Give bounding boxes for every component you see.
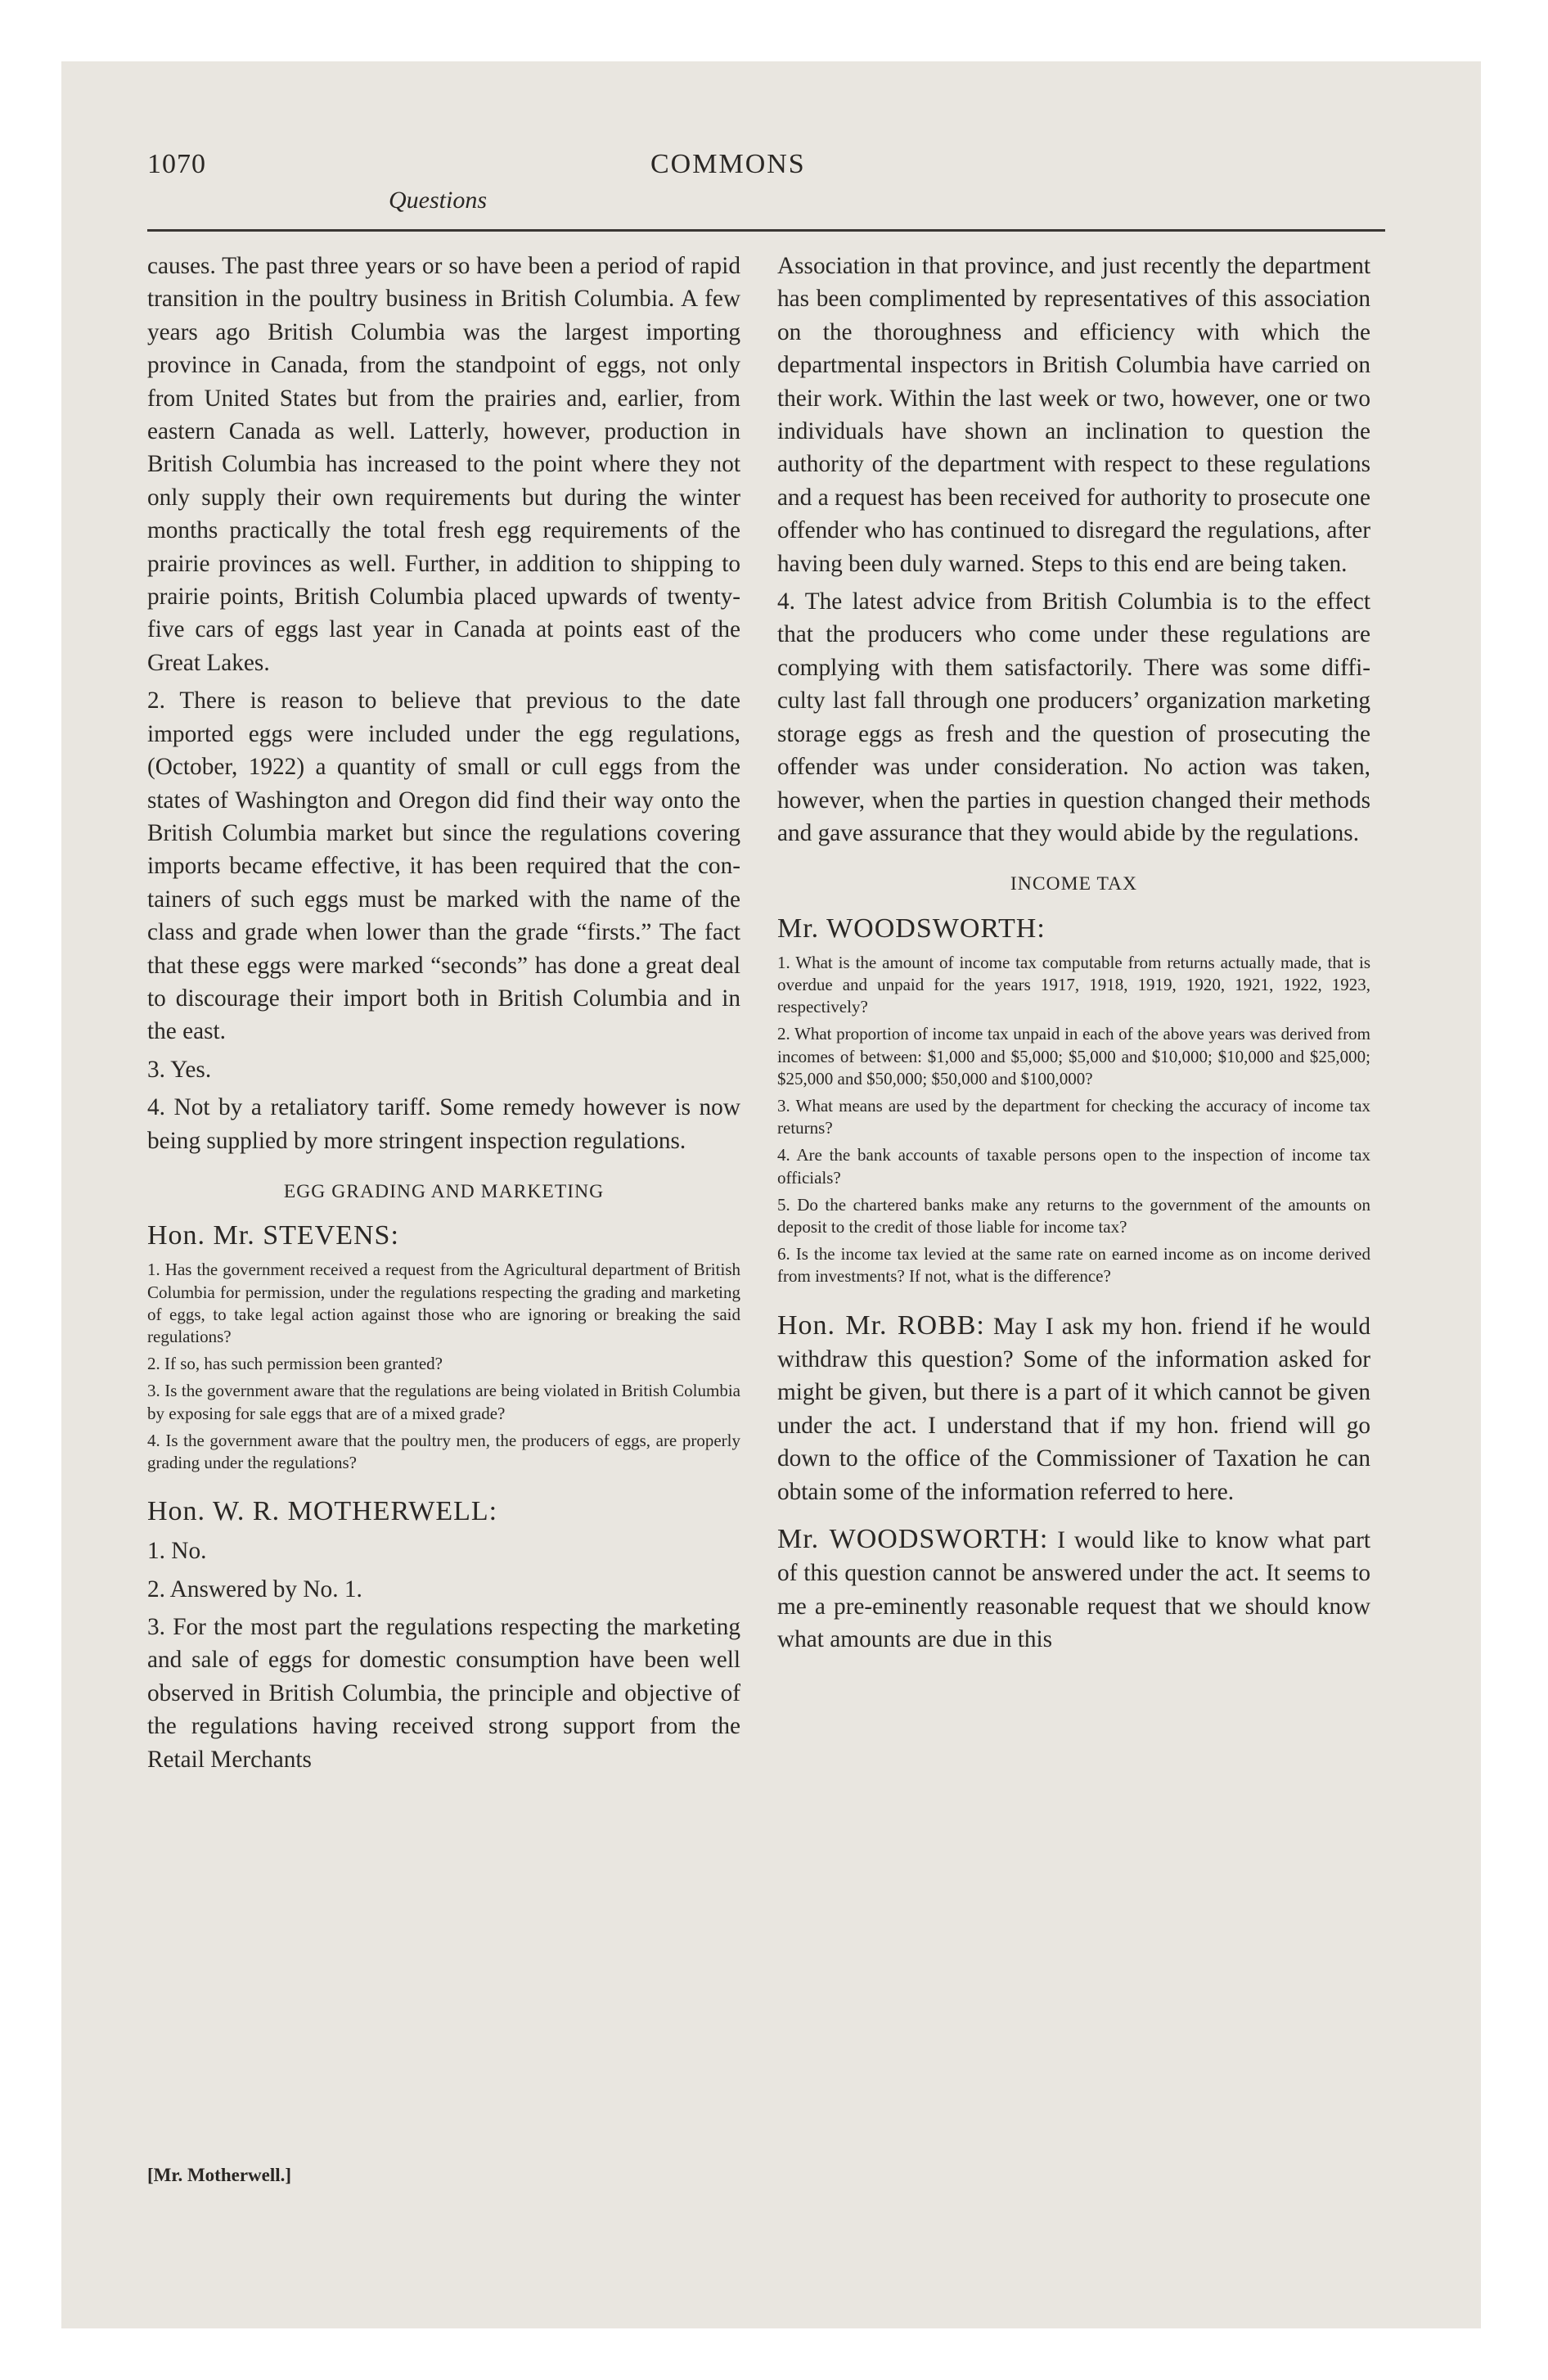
left-column — [147, 250, 740, 1781]
right-column — [777, 250, 1370, 1661]
question-item: 5. Do the chartered banks make any returns to the government of the amounts on deposit to the credit of those liable for income tax? — [777, 1194, 1370, 1237]
heading-income-tax: INCOME TAX — [1010, 873, 1138, 895]
stevens-questions — [147, 1259, 740, 1474]
heading-egg-grading: EGG GRADING AND MARKETING — [283, 1180, 605, 1202]
woodsworth-reply — [777, 1523, 1370, 1657]
motherwell-answer-3: 3. For the most part the regulations respecting the marketing and sale of eggs for domestic consumption have been well observed in British Columbia, the principle and objective of the regulations having received strong support from the Retail Merchants — [147, 1614, 740, 1773]
speaker-woodsworth: Mr. WOODSWORTH: — [777, 913, 1046, 944]
question-item: 6. Is the income tax levied at the same rate on earned income as on income derived from investments? If not, what is the difference? — [777, 1244, 1370, 1287]
speaker-woodsworth-reply: Mr. WOODSWORTH: — [777, 1524, 1049, 1554]
running-head: COMMONS — [650, 149, 806, 179]
woodsworth-reply-text: I would like to know what part of this question cannot be answered under the act. It seems to me a pre-eminently reasonable request that we should know what amounts are due in this — [777, 1527, 1370, 1653]
section-title: Questions — [389, 187, 487, 214]
footer-speaker-name: [Mr. Motherwell.] — [147, 2165, 292, 2185]
question-item: 4. Is the government aware that the poultry men, the producers of eggs, are properly grading under the regulations? — [147, 1430, 740, 1472]
question-item: 4. Are the bank accounts of taxable persons open to the inspection of income tax officials? — [777, 1145, 1370, 1188]
answer-2-paragraph: 2. There is reason to believe that previous to the date imported eggs were included under the egg regulations, (October, 1922) a quantity of small or cull eggs from the states of Washington and Oregon did find their way onto the British Columbia market but since the regulations covering imports became effective, it has been required that the containers of such eggs must be marked with the name of the class and grade when lower than the grade “firsts.” The fact that these eggs were marked “seconds” has done a great deal to discourage their import both in British Columbia and in the east. — [147, 687, 740, 1045]
question-item: 2. If so, has such permission been granted? — [147, 1354, 443, 1374]
paragraph-association: Association in that province, and just recently the department has been complimented by representatives of this association on the thoroughness and efficiency with which the departmental inspectors in British Columbia have carried on their work. Within the last week or two, however, one or two individuals have shown an inclination to question the authority of the department with respect to these regulations and a request has been received for authority to prosecute one offender who has continued to disregard the regulations, after having been duly warned. Steps to this end are being taken. — [777, 253, 1370, 577]
question-item: 3. Is the government aware that the regulations are being violated in British Columbia by exposing for sale eggs that are of a mixed grade? — [147, 1381, 740, 1423]
answer-3-paragraph: 3. Yes. — [147, 1056, 212, 1083]
motherwell-answer-1: 1. No. — [147, 1538, 207, 1565]
robb-statement — [777, 1309, 1370, 1508]
header-rule — [147, 229, 1385, 232]
question-item: 3. What means are used by the department for checking the accuracy of income tax returns? — [777, 1095, 1370, 1138]
speaker-robb: Hon. Mr. ROBB: — [777, 1309, 985, 1341]
paragraph-causes: causes. The past three years or so have been a period of rapid transition in the poultry business in British Columbia. A few years ago British Columbia was the largest importing province in Canada, from the standpoint of eggs, not only from United States but from the prairies and, earlier, from eastern Canada as well. Latterly, however, production in British Columbia has increased to the point where they not only supply their own requirements but during the winter months practically the total fresh egg requirements of the prairie provinces as well. Further, in addition to shipping to prairie points, British Columbia placed upwards of twenty-five cars of eggs last year in Canada at points east of the Great Lakes. — [147, 253, 740, 676]
woodsworth-questions — [777, 952, 1370, 1288]
question-item: 1. Has the government received a request from the Agricultural department of British Columbia for permission, under the regulations respecting the grading and marketing of eggs, to take legal action against those who are ignoring or breaking the said regulations? — [147, 1260, 740, 1346]
motherwell-answer-2: 2. Answered by No. 1. — [147, 1575, 362, 1602]
answer-4-paragraph-right: 4. The latest advice from British Columbia is to the effect that the producers who come under these regulations are complying with them satisfactorily. There was some difficulty last fall through one producers’ organization marketing storage eggs as fresh and the question of prosecuting the offender was under consideration. No action was taken, however, when the parties in question changed their methods and gave assurance that they would abide by the regulations. — [777, 588, 1370, 846]
answer-4-paragraph: 4. Not by a retaliatory tariff. Some remedy however is now being supplied by more stringent inspection regulations. — [147, 1094, 740, 1154]
page-number: 1070 — [147, 149, 206, 179]
robb-text: May I ask my hon. friend if he would withdraw this question? Some of the information asked for might be given, but there is a part of it which cannot be given under the act. I understand that if my hon. friend will go down to the office of the Commissioner of Taxation he can obtain some of the information referred to here. — [777, 1313, 1370, 1505]
question-item: 1. What is the amount of income tax computable from returns actually made, that is overdue and unpaid for the years 1917, 1918, 1919, 1920, 1921, 1922, 1923, respectively? — [777, 952, 1370, 1017]
speaker-motherwell: Hon. W. R. MOTHERWELL: — [147, 1496, 498, 1527]
question-item: 2. What proportion of income tax unpaid in each of the above years was derived from incomes of between: $1,000 and $5,000; $5,000 and $10,000; $10,000 and $25,000; $25,000 and $50,000; $50,000 and $100,000? — [777, 1024, 1370, 1089]
speaker-stevens: Hon. Mr. STEVENS: — [147, 1220, 399, 1251]
